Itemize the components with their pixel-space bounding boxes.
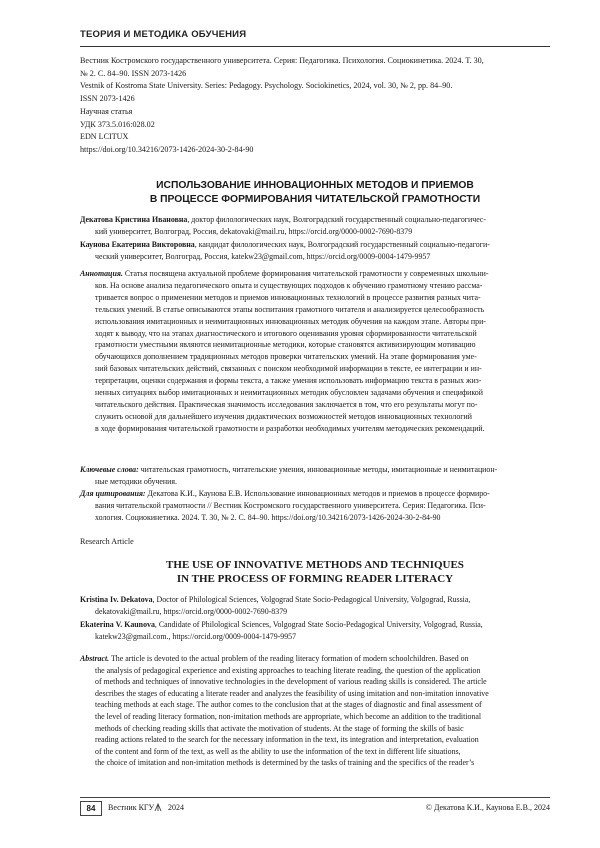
citation-line: вания читательской грамотности // Вестник Костромского государственного университета. Серия: Педагогика. Пси- <box>95 500 486 510</box>
abstract-line: the analysis of pedagogical experience and existing approaches to teaching literate reading, the question of the application <box>95 665 481 675</box>
abstract-line: в ходе формирования читательской грамотности и разработки необходимых учителям методических рекомендаций. <box>95 423 485 433</box>
citation-label: Для цитирования: <box>80 489 146 498</box>
abstract-line: The article is devoted to the actual problem of the reading literacy formation of modern schoolchildren. Based on <box>109 654 469 663</box>
abstract-ru <box>80 268 550 435</box>
author-contact: ческий университет, Волгоград, Россия, katekw23@gmail.com, https://orcid.org/0009-0004-1479-9957 <box>95 252 431 262</box>
author-affiliation: , Candidate of Philological Sciences, Volgograd State Socio-Pedagogical University, Volgograd, Russia, <box>154 620 483 629</box>
page-footer <box>80 801 550 817</box>
keywords-line: ные методики обучения. <box>95 476 177 486</box>
abstract-label: Abstract. <box>80 654 110 663</box>
title-line: ИСПОЛЬЗОВАНИЕ ИННОВАЦИОННЫХ МЕТОДОВ И ПРИЕМОВ <box>156 180 474 191</box>
author-ru-2 <box>80 239 550 263</box>
author-contact: dekatovaki@mail.ru, https://orcid.org/0000-0002-7690-8379 <box>95 607 288 617</box>
keywords-line: читательская грамотность, читательские умения, инновационные методы, имитационные и неимитацион- <box>138 465 498 474</box>
citation-ru <box>80 488 550 524</box>
author-name: Каунова Екатерина Викторовна <box>80 240 195 249</box>
meta-line: Vestnik of Kostroma State University. Series: Pedagogy. Psychology. Sociokinetics, 2024, vol. 30, № 2, pp. 84–90. <box>80 81 453 91</box>
author-en-2 <box>80 619 550 643</box>
meta-line: Вестник Костромского государственного университета. Серия: Педагогика. Психология. Социокинетика. 2024. Т. 30, <box>80 56 484 65</box>
abstract-line: ний базовых читательских действий, связанных с поиском необходимой информации в тексте, ее интеграции и ин- <box>95 364 482 374</box>
journal-short-name: Вестник КГУ <box>108 803 155 812</box>
title-line: THE USE OF INNOVATIVE METHODS AND TECHNIQUES <box>166 559 464 571</box>
abstract-line: служить основой для дальнейшего изучения дидактических возможностей методов инновационных технологий <box>95 411 472 421</box>
article-type-en: Research Article <box>80 537 134 546</box>
author-name: Kristina Iv. Dekatova <box>80 595 153 604</box>
abstract-line: использования имитационных и неимитационных инновационных методик обучения на каждом этапе. Авторы при- <box>95 316 486 326</box>
abstract-line: грамотности уместными являются неимитационные методики, которые становятся активизирующим мотивацию <box>95 340 476 350</box>
meta-line: Научная статья <box>80 106 133 116</box>
author-affiliation: , Doctor of Philological Sciences, Volgograd State Socio-Pedagogical University, Volgograd, Russia, <box>152 595 471 604</box>
abstract-line: ков. На основе анализа педагогического опыта и существующих подходов к обучению грамотному чтению рассма- <box>95 280 483 290</box>
keywords-label: Ключевые слова: <box>80 465 139 474</box>
abstract-line: ненных ситуациях выбор имитационных и неимитационных методик обусловлен задачами обучения и спецификой <box>95 388 483 398</box>
abstract-line: of methods and techniques of innovative technologies in the development of various reading skills is considered. The article <box>95 677 487 687</box>
meta-line: ISSN 2073-1426 <box>80 94 135 104</box>
meta-line: № 2. С. 84–90. ISSN 2073-1426 <box>80 68 187 78</box>
footer-rule <box>80 797 550 798</box>
abstract-line: обучающихся дополнением традиционных методов проверки читательских умений. На этапе формирования уме- <box>95 352 477 362</box>
abstract-line: терпретации, оценки содержания и формы текста, а также умения использовать информацию текста в разных жиз- <box>95 376 482 386</box>
citation-line: хология. Социокинетика. 2024. Т. 30, № 2. С. 84–90. https://doi.org/10.34216/2073-1426-2024-30-2-84-90 <box>95 512 441 522</box>
abstract-line: ходят к выводу, что на этапах диагностического и итогового оценивания уровня сформированности читательской <box>95 328 477 338</box>
keywords-ru <box>80 464 550 488</box>
section-rule <box>80 46 550 47</box>
title-line: В ПРОЦЕССЕ ФОРМИРОВАНИЯ ЧИТАТЕЛЬСКОЙ ГРАМОТНОСТИ <box>149 193 481 205</box>
meta-line: УДК 373.5.016:028.02 <box>80 119 155 129</box>
author-contact: кий университет, Волгоград, Россия, dekatovaki@mail.ru, https://orcid.org/0000-0002-7690-8379 <box>95 227 413 237</box>
section-heading: ТЕОРИЯ И МЕТОДИКА ОБУЧЕНИЯ <box>80 29 247 40</box>
abstract-line: reading actions related to the search for the necessary information in the text, its integration and interpretation, evaluation <box>95 735 479 745</box>
abstract-line: тривается вопрос о применении методов и приемов инновационных технологий в процессе развития разных чита- <box>95 292 481 302</box>
abstract-line: Статья посвящена актуальной проблеме формирования читательской грамотности у современных школьни- <box>122 269 489 278</box>
page-number: 84 <box>80 801 102 816</box>
author-name: Декатова Кристина Ивановна <box>80 215 188 224</box>
abstract-line: the choice of imitation and non-imitation methods is determined by the tasks of training and the specifics of the reader’s <box>95 758 475 768</box>
author-en-1 <box>80 594 550 618</box>
doi-link[interactable]: https://doi.org/10.34216/2073-1426-2024-30-2-84-90 <box>80 144 254 154</box>
footer-separator-icon <box>154 803 162 812</box>
meta-line: EDN LCITUX <box>80 132 129 142</box>
copyright: © Декатова К.И., Каунова Е.В., 2024 <box>425 803 550 812</box>
article-title-ru <box>80 179 550 206</box>
author-name: Ekaterina V. Kaunova <box>80 620 155 629</box>
abstract-line: читательского действия. Практическая значимость исследования заключается в том, что его результаты могут по- <box>95 399 478 409</box>
footer-year: 2024 <box>168 803 184 812</box>
article-title-en <box>80 558 550 586</box>
abstract-en <box>80 653 550 769</box>
author-ru-1 <box>80 214 550 238</box>
author-affiliation: , доктор филологических наук, Волгоградский государственный социально-педагогичес- <box>187 215 487 224</box>
title-line: IN THE PROCESS OF FORMING READER LITERACY <box>176 573 454 585</box>
abstract-line: тельских умений. В статье описываются этапы воспитания грамотного читателя и анализируется целесообразность <box>95 304 485 314</box>
abstract-line: methods of checking reading skills that activate the motivation of students. At the stage of forming the skills of basic <box>95 723 464 733</box>
abstract-line: teaching methods at each stage. The author comes to the conclusion that at the stages of diagnostic and final assessment of <box>95 700 482 710</box>
author-contact: katekw23@gmail.com., https://orcid.org/0009-0004-1479-9957 <box>95 632 297 642</box>
publication-meta <box>80 55 550 157</box>
author-affiliation: , кандидат филологических наук, Волгоградский государственный социально-педагоги- <box>194 240 490 249</box>
abstract-line: the level of reading literacy formation, non-imitation methods are appropriate, which become an addition to the traditional <box>95 711 482 721</box>
abstract-line: of the content and form of the text, as well as the ability to use the information of the text in different life situations, <box>95 746 461 756</box>
citation-line: Декатова К.И., Каунова Е.В. Использование инновационных методов и приемов в процессе формиро- <box>145 489 490 498</box>
abstract-label: Аннотация. <box>80 269 123 278</box>
abstract-line: describes the stages of educating a literate reader and analyzes the feasibility of using imitation and non-imitation innovative <box>95 688 489 698</box>
